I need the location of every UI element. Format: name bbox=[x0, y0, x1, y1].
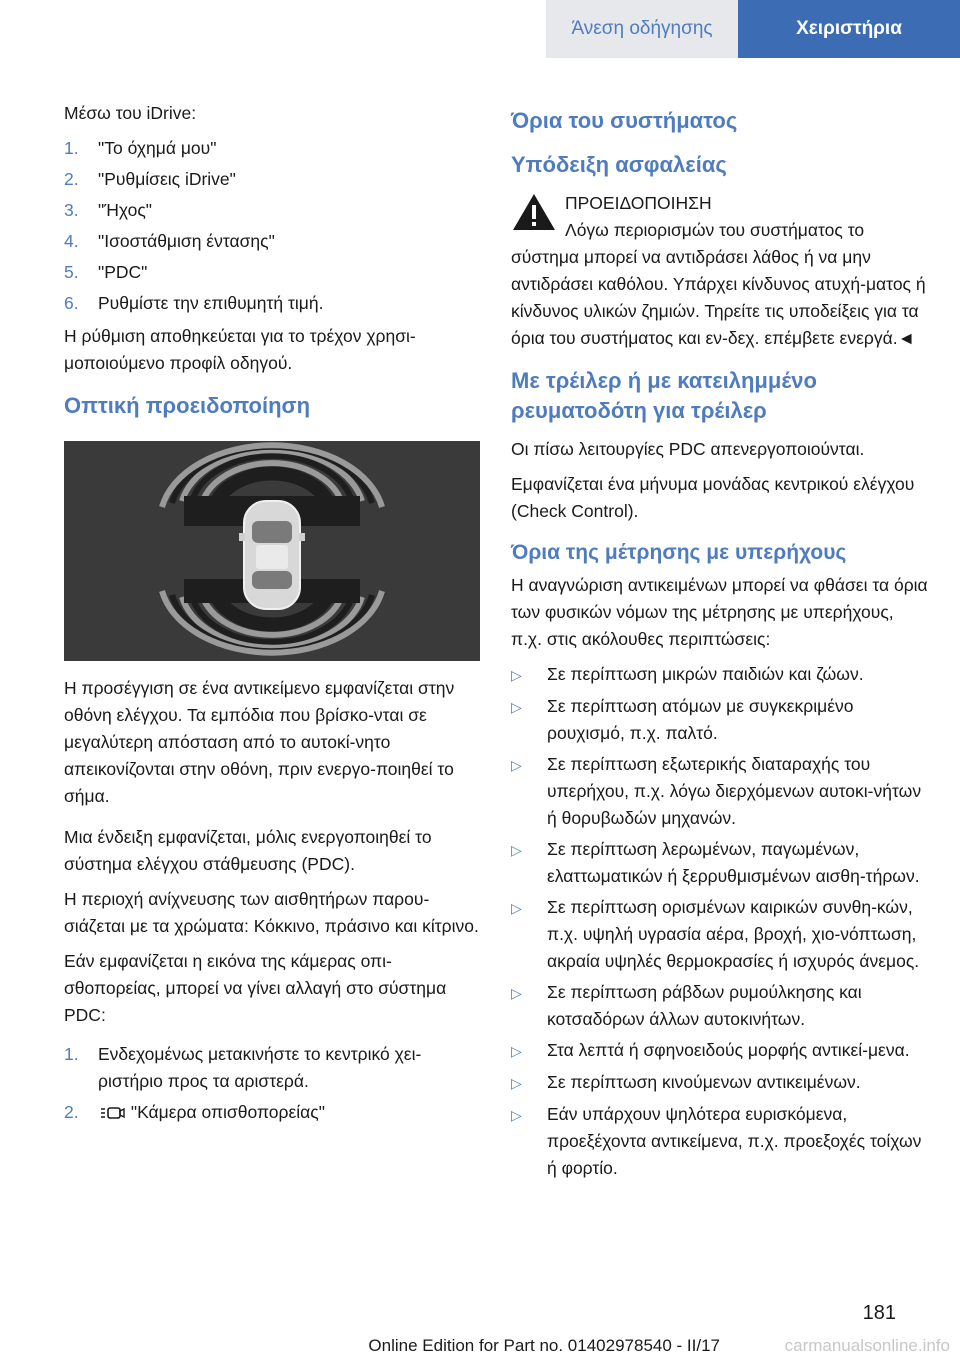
step-text-with-icon bbox=[98, 1099, 480, 1126]
warning-label: ΠΡΟΕΙΔΟΠΟΙΗΣΗ bbox=[565, 193, 712, 213]
step-text: "PDC" bbox=[98, 262, 148, 282]
step-text: "Ρυθμίσεις iDrive" bbox=[98, 169, 236, 189]
warning-box bbox=[511, 190, 929, 352]
idrive-intro: Μέσω του iDrive: bbox=[64, 103, 197, 123]
bullet-triangle-icon: ▷ bbox=[511, 699, 522, 715]
step-number: 4. bbox=[64, 231, 79, 251]
list-item bbox=[511, 1069, 929, 1097]
list-item-text: Σε περίπτωση λερωμένων, παγωμένων, ελαττωματικών ή ξερρυθμισμένων αισθη-τήρων. bbox=[547, 839, 920, 886]
list-item-text: Σε περίπτωση εξωτερικής διαταραχής του υπερήχου, π.χ. λόγω διερχόμενων αυτοκι-νήτων ή θορυβωδών μηχανών. bbox=[547, 754, 922, 828]
camera-steps bbox=[64, 1041, 480, 1126]
bullet-triangle-icon: ▷ bbox=[511, 842, 522, 858]
trailer-paragraph-1: Οι πίσω λειτουργίες PDC απενεργοποιούνται. bbox=[511, 439, 865, 459]
list-item-text: Σε περίπτωση μικρών παιδιών και ζώων. bbox=[547, 664, 864, 684]
bullet-triangle-icon: ▷ bbox=[511, 667, 522, 683]
car-top-view bbox=[239, 501, 305, 609]
step-number: 1. bbox=[64, 138, 79, 158]
ultrasound-intro: Η αναγνώριση αντικειμένων μπορεί να φθάσει τα όρια των φυσικών νόμων της μέτρησης με υπερήχους, π.χ. στις ακόλουθες περιπτώσεις: bbox=[511, 575, 928, 649]
step-text: "Ήχος" bbox=[98, 200, 152, 220]
step-number: 6. bbox=[64, 293, 79, 313]
pdc-display-image bbox=[64, 441, 480, 661]
list-item-text: Εάν υπάρχουν ψηλότερα ευρισκόμενα, προεξέχοντα αντικείμενα, π.χ. προεξοχές τοίχων ή φορτίο. bbox=[547, 1104, 922, 1178]
list-item bbox=[511, 1037, 929, 1065]
list-item bbox=[511, 693, 929, 747]
section-tab: Άνεση οδήγησης bbox=[546, 0, 738, 58]
list-item bbox=[511, 751, 929, 832]
step-item bbox=[64, 1041, 480, 1095]
bullet-triangle-icon: ▷ bbox=[511, 1107, 522, 1123]
saved-note: Η ρύθμιση αποθηκεύεται για το τρέχον χρησι-μοποιούμενο προφίλ οδηγού. bbox=[64, 326, 416, 373]
bullet-triangle-icon: ▷ bbox=[511, 1075, 522, 1091]
warning-first-line: Λόγω περιορισμών του συστήματος το bbox=[565, 220, 865, 240]
step-number: 3. bbox=[64, 200, 79, 220]
list-item bbox=[511, 661, 929, 689]
list-item-text: Στα λεπτά ή σφηνοειδούς μορφής αντικεί-μενα. bbox=[547, 1040, 910, 1060]
colors-paragraph: Η περιοχή ανίχνευσης των αισθητήρων παρου-σιάζεται με τα χρώματα: Κόκκινο, πράσινο και κίτρινο. bbox=[64, 889, 479, 936]
step-number: 1. bbox=[64, 1044, 79, 1064]
edition-note: Online Edition for Part no. 01402978540 - II/17 bbox=[368, 1336, 720, 1355]
chapter-tab: Χειριστήρια bbox=[738, 0, 960, 58]
step-text: Ρυθμίστε την επιθυμητή τιμή. bbox=[98, 293, 324, 313]
step-item bbox=[64, 228, 480, 255]
camera-sensor-icon bbox=[98, 1103, 126, 1123]
heading-safety-note: Υπόδειξη ασφαλείας bbox=[511, 152, 727, 177]
bullet-triangle-icon: ▷ bbox=[511, 985, 522, 1001]
heading-trailer: Με τρέιλερ ή με κατειλημμένο ρευματοδότη για τρέιλερ bbox=[511, 368, 817, 423]
list-item-text: Σε περίπτωση ορισμένων καιρικών συνθη-κών, π.χ. υψηλή υγρασία αέρα, βροχή, χιο-νόπτωση, ακραία υψηλές θερμοκρασίες ή ισχυρός άνεμος. bbox=[547, 897, 920, 971]
step-item bbox=[64, 166, 480, 193]
left-column bbox=[64, 100, 480, 1132]
step-number: 5. bbox=[64, 262, 79, 282]
heading-system-limits: Όρια του συστήματος bbox=[511, 108, 738, 133]
trailer-paragraph-2: Εμφανίζεται ένα μήνυμα μονάδας κεντρικού ελέγχου (Check Control). bbox=[511, 474, 915, 521]
heading-ultrasound-limits: Όρια της μέτρησης με υπερήχους bbox=[511, 541, 847, 564]
page-header bbox=[546, 0, 960, 58]
bullet-triangle-icon: ▷ bbox=[511, 900, 522, 916]
idrive-steps bbox=[64, 135, 480, 317]
step-text: "Το όχημά μου" bbox=[98, 138, 217, 158]
bullet-triangle-icon: ▷ bbox=[511, 1043, 522, 1059]
limitation-list bbox=[511, 661, 929, 1182]
warning-triangle-icon bbox=[511, 192, 557, 232]
list-item bbox=[511, 894, 929, 975]
step-item bbox=[64, 290, 480, 317]
display-paragraph: Μια ένδειξη εμφανίζεται, μόλις ενεργοποιηθεί το σύστημα ελέγχου στάθμευσης (PDC). bbox=[64, 827, 432, 874]
list-item bbox=[511, 836, 929, 890]
camera-paragraph: Εάν εμφανίζεται η εικόνα της κάμερας οπι-σθοπορείας, μπορεί να γίνει αλλαγή στο σύστημα PDC: bbox=[64, 951, 447, 1025]
step-item bbox=[64, 135, 480, 162]
list-item-text: Σε περίπτωση κινούμενων αντικειμένων. bbox=[547, 1072, 861, 1092]
step-item bbox=[64, 259, 480, 286]
step-item bbox=[64, 197, 480, 224]
step-text: "Ισοστάθμιση έντασης" bbox=[98, 231, 275, 251]
heading-optical-warning: Οπτική προειδοποίηση bbox=[64, 393, 311, 418]
step-item bbox=[64, 1099, 480, 1126]
camera-step-label: "Κάμερα οπισθοπορείας" bbox=[130, 1102, 325, 1122]
step-number: 2. bbox=[64, 169, 79, 189]
list-item bbox=[511, 979, 929, 1033]
page-number: 181 bbox=[862, 1302, 896, 1324]
approach-paragraph: Η προσέγγιση σε ένα αντικείμενο εμφανίζεται στην οθόνη ελέγχου. Τα εμπόδια που βρίσκο-νται σε μεγαλύτερη απόσταση από το αυτοκί-νητο απεικονίζονται στην οθόνη, πριν ενεργο-ποιηθεί το σήμα. bbox=[64, 678, 455, 806]
warning-body: σύστημα μπορεί να αντιδράσει λάθος ή να μην αντιδράσει καθόλου. Υπάρχει κίνδυνος ατυχή-ματος ή κίνδυνος υλικών ζημιών. Τηρείτε τις υποδείξεις για τα όρια του συστήματος και εν-δεχ. επέμβετε ενεργά.◄ bbox=[511, 247, 926, 348]
step-number: 2. bbox=[64, 1102, 79, 1122]
list-item bbox=[511, 1101, 929, 1182]
step-text: Ενδεχομένως μετακινήστε το κεντρικό χει-ριστήριο προς τα αριστερά. bbox=[98, 1044, 422, 1091]
bullet-triangle-icon: ▷ bbox=[511, 757, 522, 773]
list-item-text: Σε περίπτωση ράβδων ρυμούλκησης και κοτσαδόρων άλλων αυτοκινήτων. bbox=[547, 982, 862, 1029]
list-item-text: Σε περίπτωση ατόμων με συγκεκριμένο ρουχισμό, π.χ. παλτό. bbox=[547, 696, 854, 743]
watermark: carmanualsonline.info bbox=[784, 1336, 950, 1355]
right-column bbox=[511, 100, 929, 1188]
